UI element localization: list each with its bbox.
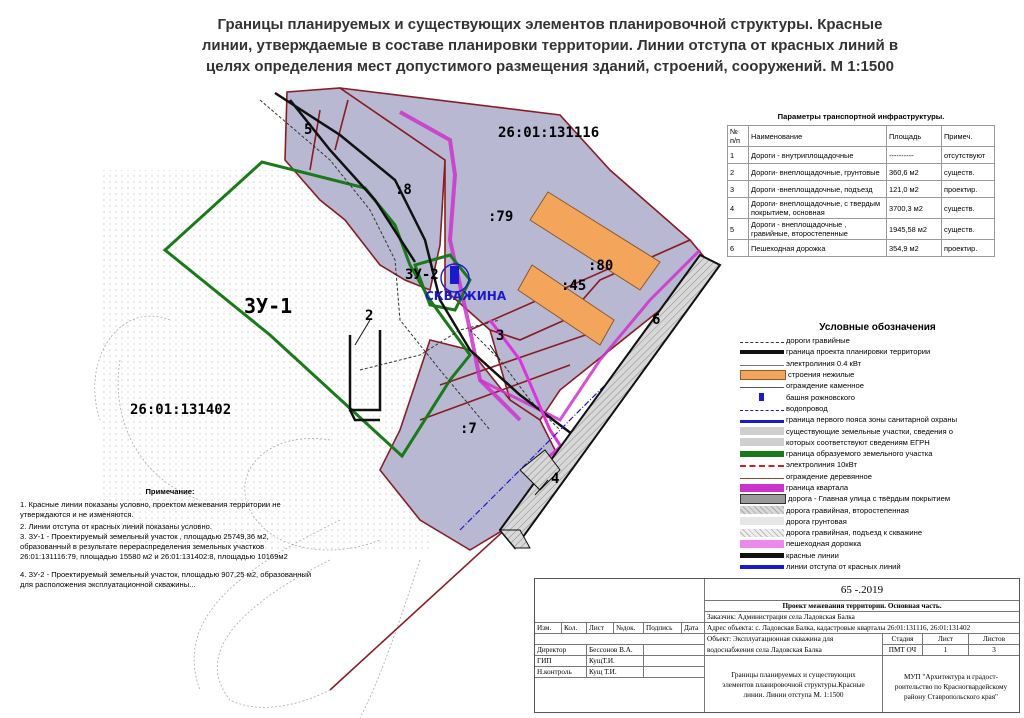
legend-item (740, 335, 1015, 346)
legend-label: красные линии (786, 550, 839, 560)
secondary-road-icon (740, 506, 784, 514)
legend-label: ограждение каменное (786, 381, 864, 391)
note-4: 4. ЗУ-2 - Проектируемый земельный участок, площадью 907,25 м2, образованный для расположения эксплуатационной скважины... (20, 570, 312, 589)
legend-label: линии отступа от красных линий (786, 562, 901, 572)
title-block (534, 578, 1020, 713)
legend-label: граница проекта планировки территории (786, 347, 931, 357)
legend-item (740, 538, 1015, 549)
legend-label: электролиния 10кВт (786, 460, 857, 470)
stamp-stage-header: Стадия (883, 634, 923, 645)
table-header-cell: Примеч. (942, 126, 995, 147)
legend-item (740, 448, 1015, 459)
table-cell: 360,6 м2 (887, 164, 942, 181)
parcel-80-label: :80 (588, 258, 614, 274)
stamp-blank-row (535, 634, 705, 645)
legend-label: дорога грунтовая (786, 516, 847, 526)
legend-label: дороги гравийные (786, 336, 850, 346)
stamp-gip-role: ГИП (535, 656, 587, 667)
table-cell: Дороги- внеплощадочные, с твердым покрытием, основная (749, 198, 887, 219)
table-cell: Дороги -внеплощадочные, подъезд (749, 181, 887, 198)
main-road-icon (740, 494, 786, 504)
title-line-1: Границы планируемых и существующих элементов планировочной структуры. Красные (217, 16, 883, 33)
legend-item (740, 504, 1015, 515)
stamp-address: Адрес объекта: с. Ладовская Балка, кадастровые кварталы 26:01:131116, 26:01:131402 (705, 623, 1019, 634)
legend-label: электролиния 0.4 кВт (786, 358, 862, 368)
legend-label: граница образуемого земельного участка (786, 449, 933, 459)
stamp-org-line-1: МУП "Архитектура и градост- (903, 673, 999, 681)
planning-border-icon (740, 350, 784, 354)
table-cell: Дороги - внутриплощадочные (749, 147, 887, 164)
stamp-org-line-2: роительство по Красногвардейскому (894, 683, 1008, 691)
note-3: 3. ЗУ-1 - Проектируемый земельный участок , площадью 25749,36 м2, образованный в результате перераспределения земельных участков 26:01:131116:79, площадью 15580 м2 и 26:01:131402:8, площадью 10169м2 (20, 532, 288, 561)
existing-plot-icon (740, 427, 784, 435)
legend-label: граница квартала (786, 483, 849, 492)
wooden-fence-icon (740, 474, 784, 479)
road-2-label: 2 (365, 308, 374, 324)
stamp-sheet-header: Лист (923, 634, 969, 645)
setback-lines-icon (740, 565, 784, 569)
table-row (728, 198, 995, 219)
table-cell: проектир. (942, 240, 995, 257)
table-row (728, 147, 995, 164)
table-row (728, 164, 995, 181)
stamp-director-sign (644, 645, 705, 656)
stamp-stage: ПМТ ОЧ (883, 645, 923, 656)
transport-table-caption: Параметры транспортной инфраструктуры. (777, 111, 945, 121)
legend-label: водопровод (786, 403, 828, 413)
stone-fence-icon (740, 383, 784, 388)
stamp-drawing-line-2: элементов планировочной структуры.Красные (722, 681, 865, 689)
legend-item (740, 403, 1015, 414)
legend-label: дорога гравийная, второстепенная (786, 505, 909, 515)
access-road-icon (740, 529, 784, 537)
stamp-col-list: Лист (587, 623, 614, 634)
map-legend (740, 322, 1015, 572)
stamp-col-date: Дата (682, 623, 705, 634)
table-cell: существ. (942, 198, 995, 219)
well-label: СКВАЖИНА (425, 289, 507, 303)
stamp-drawing-line-3: линии. Линии отступа М. 1:1500 (743, 691, 844, 699)
water-pipe-icon (740, 406, 784, 411)
legend-item (740, 550, 1015, 561)
table-cell: существ. (942, 219, 995, 240)
block-border-icon (740, 484, 784, 492)
legend-item (740, 459, 1015, 470)
stamp-drawing-title (705, 656, 883, 712)
title-line-3: целях определения мест допустимого размещения зданий, строений, сооружений. М 1:1500 (206, 58, 894, 75)
power-line-10-icon (740, 462, 784, 467)
stamp-org-line-3: району Ставропольского края" (904, 693, 998, 701)
stamp-control-sign (644, 667, 705, 678)
legend-item (740, 437, 1015, 448)
table-cell: 5 (728, 219, 749, 240)
legend-label: строения нежилые (788, 370, 855, 380)
legend-label: башня рожновского (786, 392, 855, 402)
stamp-sheets-header: Листов (969, 634, 1019, 645)
red-lines-icon (740, 553, 784, 558)
legend-item (740, 380, 1015, 391)
stamp-drawing-line-1: Границы планируемых и существующих (731, 671, 856, 679)
legend-item (740, 358, 1015, 369)
stamp-sheets: 3 (969, 645, 1019, 656)
table-cell: 3700,3 м2 (887, 198, 942, 219)
legend-item (740, 369, 1015, 380)
road-5-label: 5 (304, 122, 313, 138)
legend-item (740, 346, 1015, 357)
gravel-road-icon (740, 338, 784, 343)
parcel-7-label: :7 (460, 421, 477, 437)
table-row (728, 240, 995, 257)
stamp-col-izm: Изм. (535, 623, 562, 634)
stamp-col-doc: №док. (614, 623, 644, 634)
road-4-label: 4 (551, 471, 560, 487)
table-cell: 3 (728, 181, 749, 198)
notes-block (20, 487, 320, 590)
existing-plot-continued-icon (740, 438, 784, 446)
power-line-04-icon (740, 361, 784, 366)
stamp-control-name: Кущ Т.И. (587, 667, 644, 678)
table-cell: Дороги - внеплощадочные , гравийные, второстепенные (749, 219, 887, 240)
table-cell: 6 (728, 240, 749, 257)
legend-item (740, 527, 1015, 538)
stamp-customer: Заказчик: Администрация села Ладовская Балка (705, 612, 1019, 623)
legend-item (740, 482, 1015, 493)
table-cell: Дороги- внеплощадочные, грунтовые (749, 164, 887, 181)
stamp-control-role: Н.контроль (535, 667, 587, 678)
table-cell: существ. (942, 164, 995, 181)
note-1: 1. Красные линии показаны условно, проектом межевания территории не утверждаются и не изменяются. (20, 500, 281, 519)
stamp-project: Проект межевания территории. Основная часть. (705, 601, 1019, 612)
road-3-label: 3 (496, 328, 505, 344)
legend-label: дорога - Главная улица с твёрдым покрытием (788, 494, 951, 504)
cadastral-top-label: 26:01:131116 (498, 125, 600, 141)
dirt-road-icon (740, 517, 784, 525)
legend-label: существующие земельные участки, сведения о (786, 426, 953, 436)
stamp-director-name: Бессонов В.А. (587, 645, 644, 656)
table-cell: отсутствуют (942, 147, 995, 164)
stamp-gip-name: КущТ.И. (587, 656, 644, 667)
stamp-object-2: водоснабжения села Ладовская Балка (705, 645, 883, 656)
transport-table (727, 107, 995, 257)
table-header-cell: Наименование (749, 126, 887, 147)
stamp-object-1: Объект: Эксплуатационная скважина для (705, 634, 883, 645)
water-tower-icon (740, 393, 784, 401)
road-6-label: 6 (652, 312, 661, 328)
table-cell: 1 (728, 147, 749, 164)
parcel-45-label: :45 (561, 278, 587, 294)
table-cell: 121,0 м2 (887, 181, 942, 198)
legend-item (740, 516, 1015, 527)
footpath-icon (740, 540, 784, 548)
notes-heading: Примечание: (145, 487, 195, 496)
legend-item (740, 391, 1015, 402)
table-row (728, 181, 995, 198)
stamp-grid (535, 579, 705, 623)
stamp-sheet: 1 (923, 645, 969, 656)
note-2: 2. Линии отступа от красных линий показаны условно. (20, 522, 212, 531)
legend-item (740, 561, 1015, 572)
title-line-2: линии, утверждаемые в составе планировки территории. Линии отступа от красных линий в (201, 37, 899, 54)
stamp-col-kol: Кол. (562, 623, 587, 634)
stamp-col-sign: Подпись (644, 623, 682, 634)
plot-zu2-label: ЗУ-2 (405, 267, 439, 283)
plot-zu1-label: ЗУ-1 (244, 294, 293, 318)
legend-item (740, 414, 1015, 425)
legend-item (740, 493, 1015, 504)
table-header-cell: № п/п (728, 126, 749, 147)
legend-label: дорога гравийная, подъезд к скважине (786, 528, 923, 538)
parcel-8-label: :8 (395, 182, 412, 198)
stamp-organization (883, 656, 1019, 712)
table-row (728, 219, 995, 240)
table-header-cell: Площадь (887, 126, 942, 147)
legend-label: граница первого пояса зоны санитарной охраны (786, 415, 958, 425)
legend-label: пешеходная дорожка (786, 539, 862, 549)
sanitary-zone-icon (740, 417, 784, 423)
table-cell: 354,9 м2 (887, 240, 942, 257)
legend-label: ограждение деревянное (786, 471, 872, 481)
stamp-director-role: Директор (535, 645, 587, 656)
table-cell: проектир. (942, 181, 995, 198)
non-residential-building-icon (740, 370, 786, 380)
legend-item (740, 471, 1015, 482)
table-header-row (728, 126, 995, 147)
table-cell: 2 (728, 164, 749, 181)
stamp-doc-number: 65 -.2019 (705, 579, 1019, 601)
table-cell: 1945,58 м2 (887, 219, 942, 240)
table-cell: 4 (728, 198, 749, 219)
stamp-gip-sign (644, 656, 705, 667)
table-cell: ---------- (887, 147, 942, 164)
parcel-79-label: :79 (488, 209, 514, 225)
legend-heading: Условные обозначения (819, 322, 936, 333)
legend-item (740, 425, 1015, 436)
legend-label: которых соответствуют сведениям ЕГРН (786, 437, 930, 447)
new-plot-border-icon (740, 451, 784, 457)
cadastral-left-label: 26:01:131402 (130, 402, 232, 418)
table-cell: Пешеходная дорожка (749, 240, 887, 257)
stamp-lower-left (535, 678, 705, 712)
